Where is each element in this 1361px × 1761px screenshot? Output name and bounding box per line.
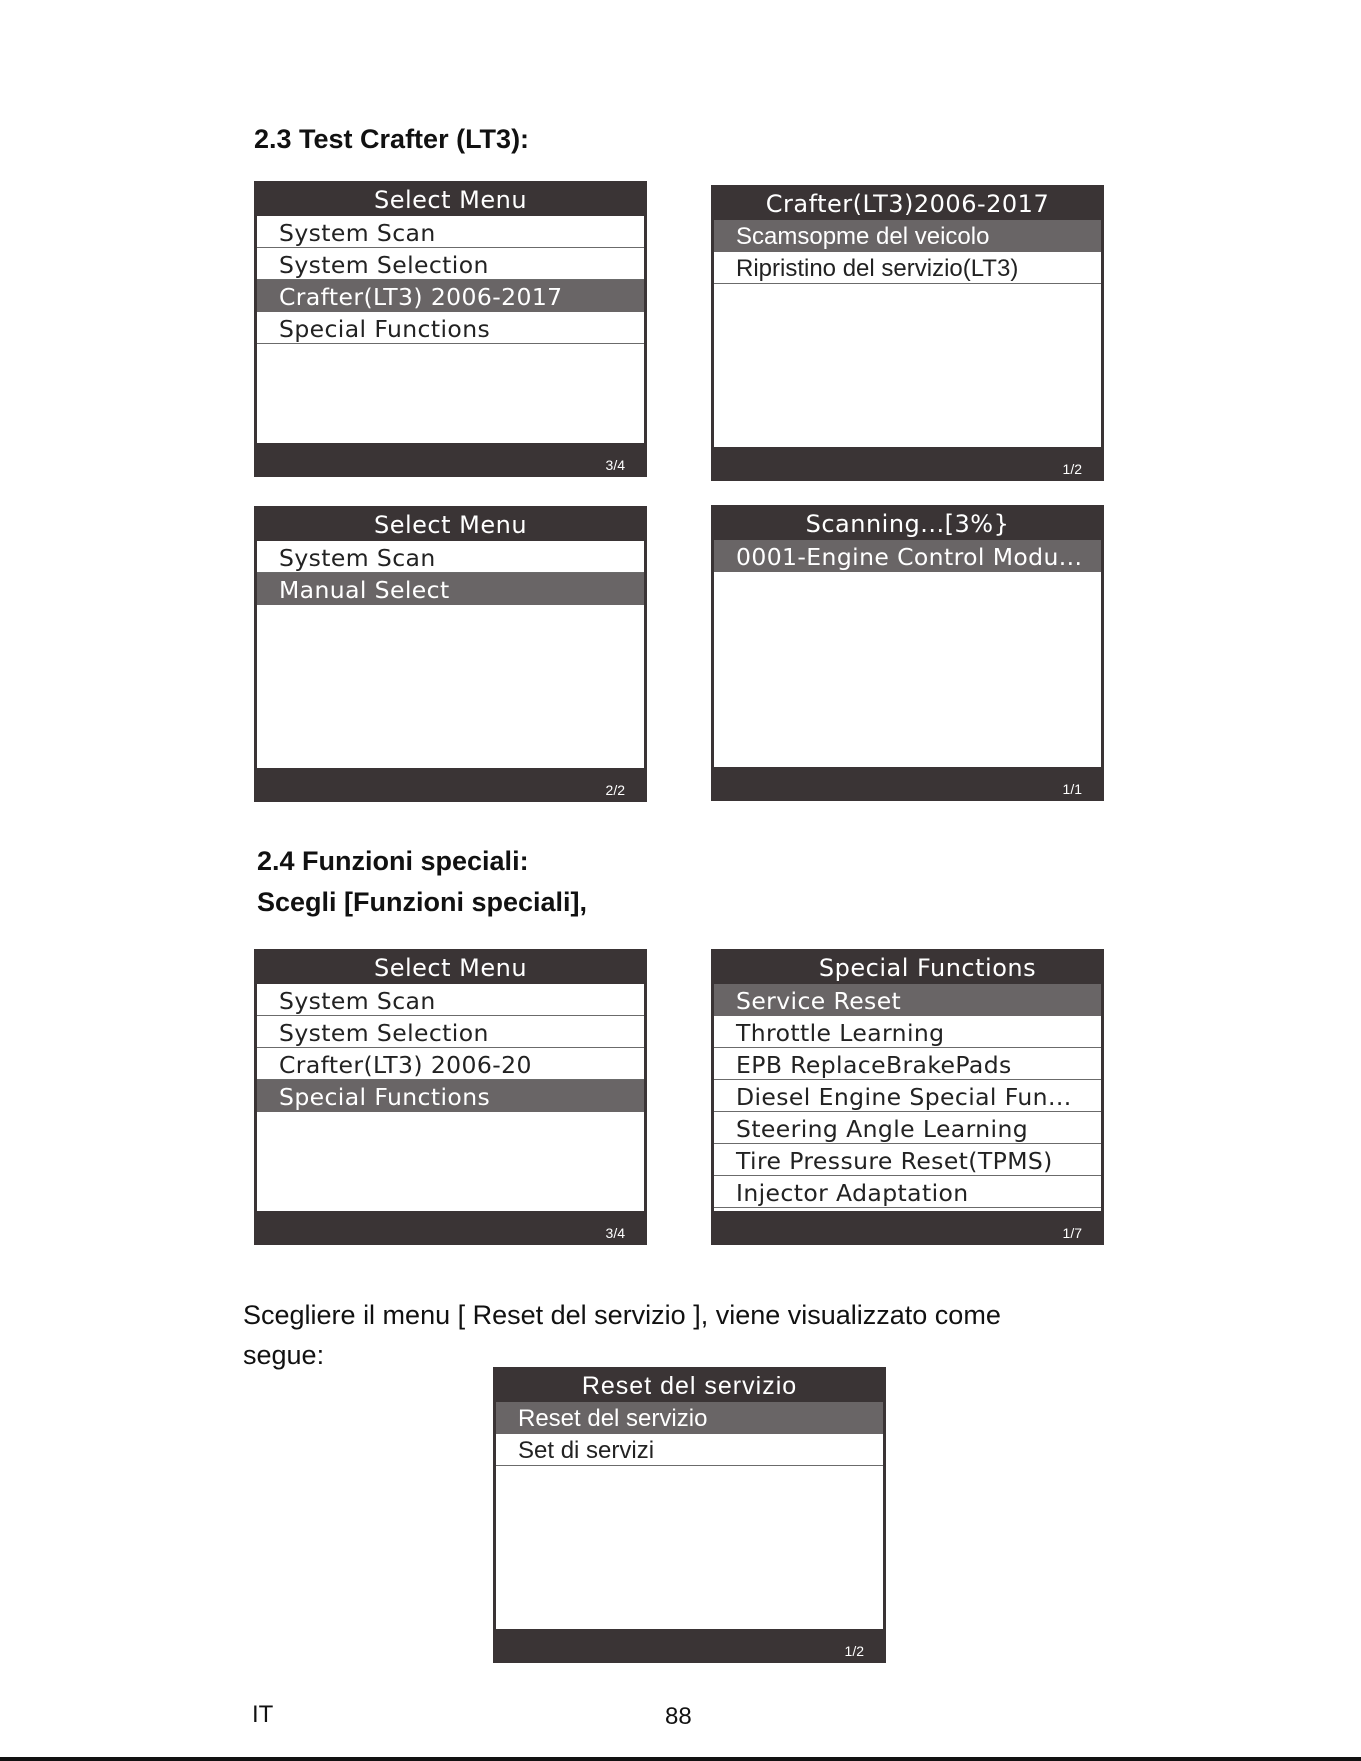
screen-title: Select Menu (373, 954, 528, 982)
screen-title: Scanning...[3%} (805, 510, 1010, 538)
menu-list (714, 540, 1101, 767)
menu-item-service-reset-lt3[interactable]: Ripristino del servizio(LT3) (714, 252, 1101, 284)
screen-title: Select Menu (373, 511, 528, 539)
special-functions-screen (711, 949, 1104, 1245)
crafter-menu-screen (711, 185, 1104, 481)
page-indicator: 1/2 (1062, 461, 1082, 477)
menu-item-system-selection[interactable]: System Selection (257, 1016, 644, 1048)
menu-item-system-scan[interactable]: System Scan (257, 541, 644, 573)
footer-page-number: 88 (665, 1703, 692, 1730)
menu-item-system-scan[interactable]: System Scan (257, 216, 644, 248)
page-indicator: 3/4 (605, 1225, 625, 1241)
menu-item-throttle-learning[interactable]: Throttle Learning (714, 1016, 1101, 1048)
instruction-line-1: Scegliere il menu [ Reset del servizio ], viene visualizzato come (243, 1300, 1001, 1330)
menu-item-reset-servizio[interactable]: Reset del servizio (496, 1402, 883, 1434)
menu-item-tire-pressure-reset[interactable]: Tire Pressure Reset(TPMS) (714, 1144, 1101, 1176)
menu-item-manual-select[interactable]: Manual Select (257, 573, 644, 605)
page-indicator: 1/2 (844, 1643, 864, 1659)
section-2-4-heading: 2.4 Funzioni speciali: (257, 846, 529, 876)
page-indicator: 1/1 (1062, 781, 1082, 797)
section-2-4-subheading: Scegli [Funzioni speciali], (257, 887, 588, 917)
menu-list (257, 216, 644, 443)
screen-title: Special Functions (818, 954, 1037, 982)
menu-item-injector-adaptation[interactable]: Injector Adaptation (714, 1176, 1101, 1208)
section-2-3-heading: 2.3 Test Crafter (LT3): (254, 124, 530, 154)
page-indicator: 2/2 (605, 782, 625, 798)
menu-list (714, 984, 1101, 1211)
menu-list (714, 220, 1101, 447)
menu-list (257, 984, 644, 1211)
menu-item-steering-angle-learning[interactable]: Steering Angle Learning (714, 1112, 1101, 1144)
menu-list (257, 541, 644, 768)
select-menu-screen-2 (254, 506, 647, 802)
instruction-line-2: segue: (243, 1340, 325, 1370)
menu-item-system-scan[interactable]: System Scan (257, 984, 644, 1016)
page-indicator: 3/4 (605, 457, 625, 473)
select-menu-screen-1 (254, 181, 647, 477)
menu-item-vehicle-scan[interactable]: Scamsopme del veicolo (714, 220, 1101, 252)
screen-title: Reset del servizio (581, 1372, 798, 1400)
menu-item-crafter[interactable]: Crafter(LT3) 2006-2017 (257, 280, 644, 312)
scan-item-engine-control-module[interactable]: 0001-Engine Control Modu... (714, 540, 1101, 572)
menu-list (496, 1402, 883, 1629)
menu-item-system-selection[interactable]: System Selection (257, 248, 644, 280)
select-menu-screen-3 (254, 949, 647, 1245)
screen-title: Select Menu (373, 186, 528, 214)
scanning-screen (711, 505, 1104, 801)
footer-language: IT (252, 1701, 274, 1728)
menu-item-diesel-engine-special[interactable]: Diesel Engine Special Fun... (714, 1080, 1101, 1112)
menu-item-service-reset[interactable]: Service Reset (714, 984, 1101, 1016)
menu-item-special-functions[interactable]: Special Functions (257, 312, 644, 344)
reset-servizio-screen (493, 1367, 886, 1663)
page-bottom-rule (0, 1757, 1361, 1761)
menu-item-crafter[interactable]: Crafter(LT3) 2006-20 (257, 1048, 644, 1080)
screen-title: Crafter(LT3)2006-2017 (765, 190, 1050, 218)
menu-item-special-functions[interactable]: Special Functions (257, 1080, 644, 1112)
menu-item-set-di-servizi[interactable]: Set di servizi (496, 1434, 883, 1466)
page-indicator: 1/7 (1062, 1225, 1082, 1241)
menu-item-epb-replace-brake-pads[interactable]: EPB ReplaceBrakePads (714, 1048, 1101, 1080)
